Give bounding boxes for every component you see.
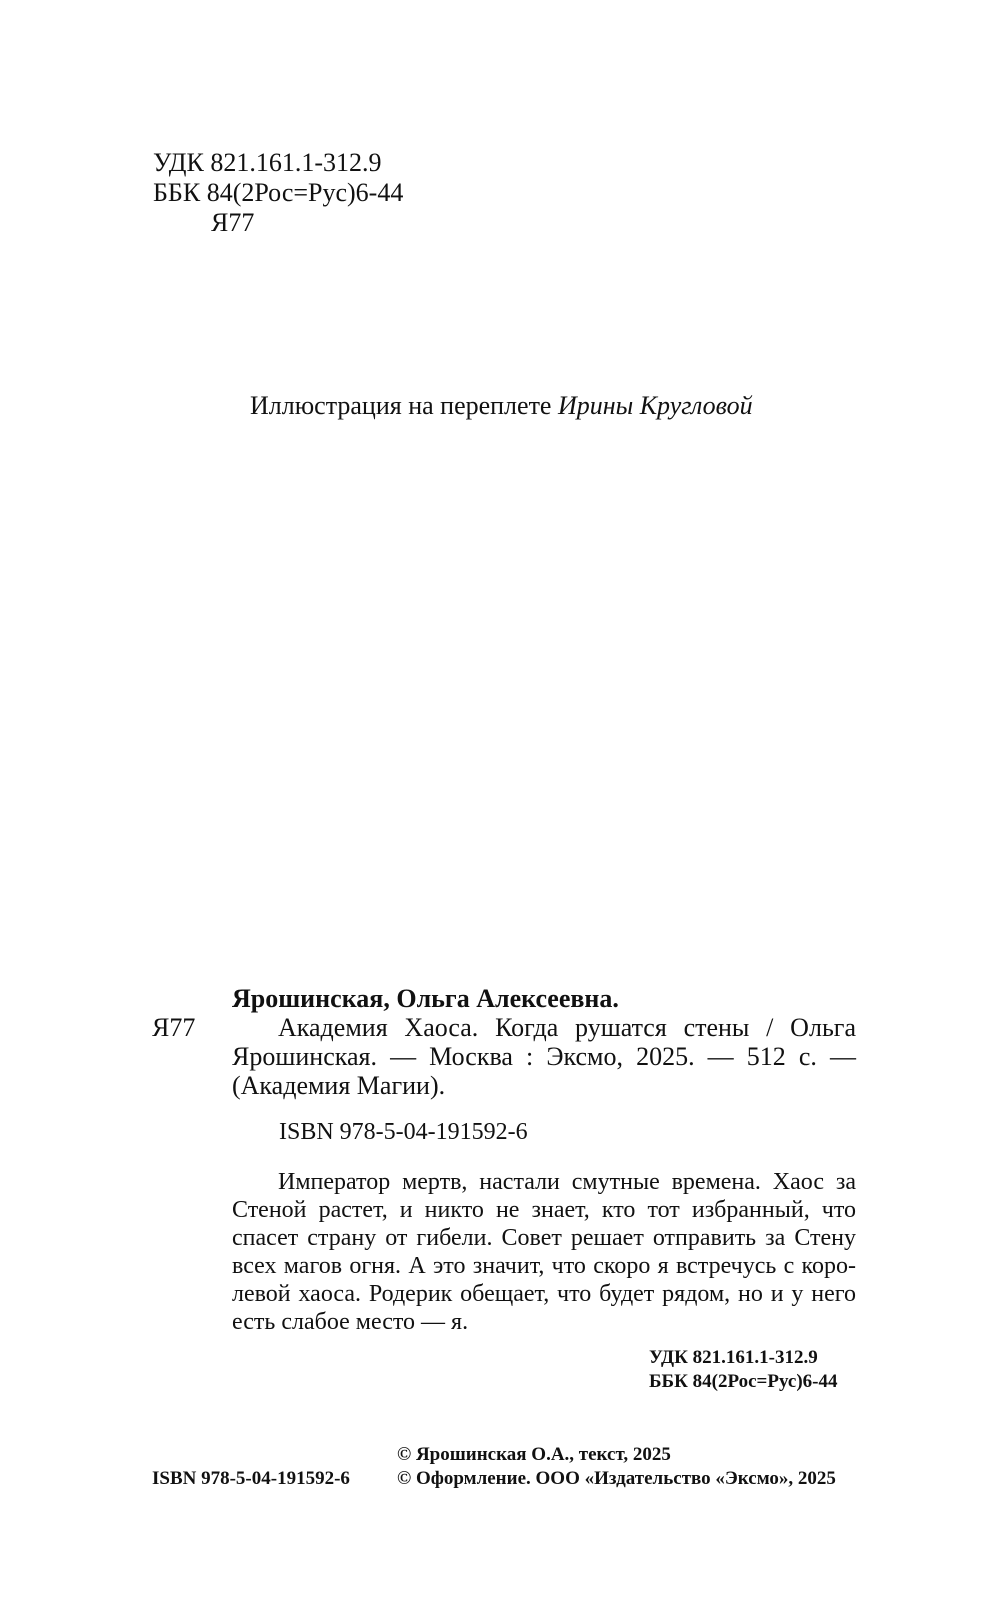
annotation-line: Стеной растет, и никто не знает, кто тот избранный, что [232,1197,856,1223]
annotation-line: спасет страну от гибели. Совет решает отправить за Стену [232,1225,856,1251]
top-bbk: ББК 84(2Рос=Рус)6-44 [153,178,404,207]
record-udk: УДК 821.161.1-312.9 [649,1347,818,1368]
annotation-line: Император мертв, настали смутные времена. Хаос за [278,1169,856,1195]
illustration-prefix: Иллюстрация на переплете [250,391,552,420]
record-author-sign: Я77 [152,1013,196,1042]
record-title-line: (Академия Магии). [232,1071,446,1100]
annotation-line: всех магов огня. А это значит, что скоро я встречусь с коро- [232,1253,856,1279]
record-isbn: ISBN 978-5-04-191592-6 [279,1119,528,1145]
footer-copyright-author: © Ярошинская О.А., текст, 2025 [397,1444,671,1465]
record-annotation [232,1168,856,1336]
top-udk: УДК 821.161.1-312.9 [153,148,382,177]
record-bbk: ББК 84(2Рос=Рус)6-44 [649,1371,838,1392]
record-title-block [232,1013,856,1100]
top-author-sign: Я77 [211,208,255,237]
footer-copyright-design: © Оформление. ООО «Издательство «Эксмо», 2025 [397,1468,836,1489]
illustration-artist: Ирины Кругловой [557,391,753,420]
illustration-credit [250,391,753,421]
record-author-heading: Ярошинская, Ольга Алексеевна. [232,984,619,1013]
annotation-line: левой хаоса. Родерик обещает, что будет рядом, но и у него [232,1281,856,1307]
record-title-line: Ярошинская. — Москва : Эксмо, 2025. — 512 с. — [232,1042,856,1071]
footer-isbn: ISBN 978-5-04-191592-6 [152,1468,350,1489]
annotation-line: есть слабое место — я. [232,1309,469,1335]
record-title-line: Академия Хаоса. Когда рушатся стены / Ольга [278,1013,856,1042]
